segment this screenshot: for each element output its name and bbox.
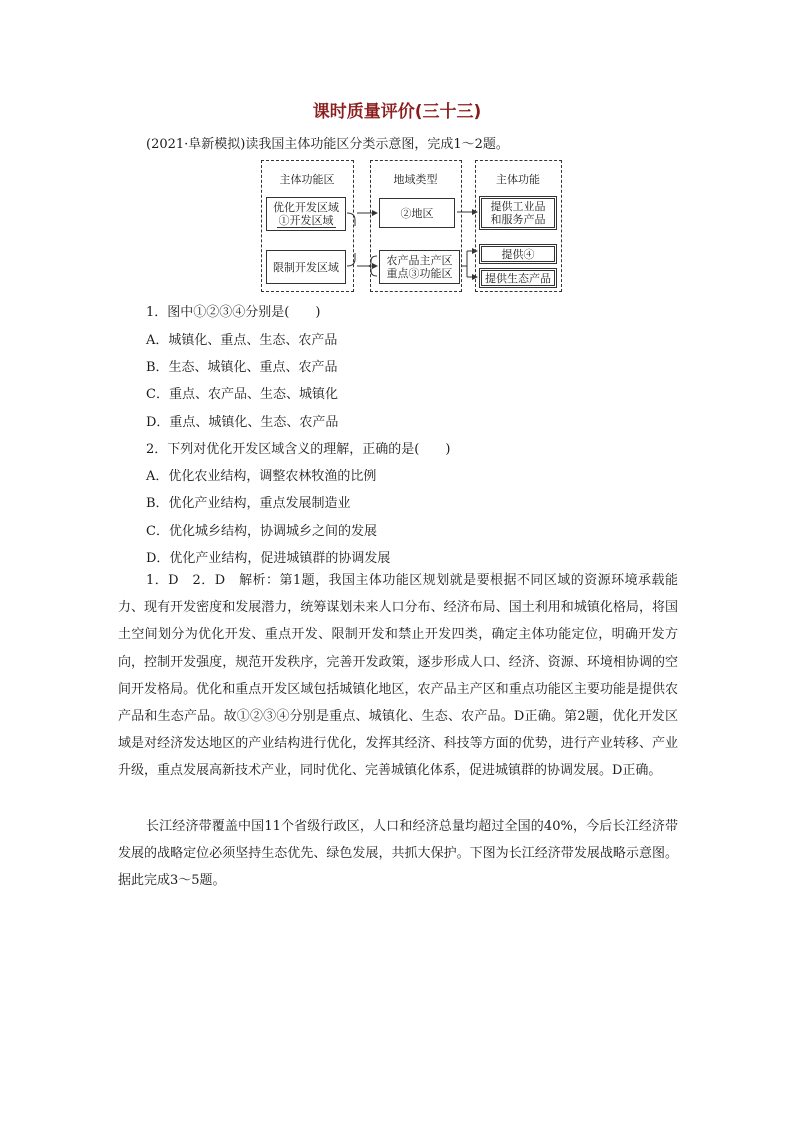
- passage-text: 长江经济带覆盖中国11个省级行政区，人口和经济总量均超过全国的40%，今后长江经济带发展的战略定位必须坚持生态优先、绿色发展，共抓大保护。下图为长江经济带发展战略示意图。据此完成3～5题。: [118, 819, 678, 889]
- box-region-2: ②地区: [379, 198, 455, 228]
- box-function-4: 提供④: [479, 244, 557, 264]
- answer-label: 解析：: [239, 573, 280, 588]
- intro-text: (2021·阜新模拟)读我国主体功能区分类示意图，完成1～2题。: [146, 137, 509, 152]
- q1-option-b[interactable]: B．生态、城镇化、重点、农产品: [146, 360, 338, 375]
- box-optimize-line1: 优化开发区域: [273, 200, 339, 214]
- box-func1-line1: 提供工业品: [490, 200, 546, 213]
- box-agri-line2: 重点③功能区: [386, 267, 453, 280]
- answer-text: 第1题，我国主体功能区规划就是要根据不同区域的资源环境承载能力、现有开发密度和发展潜力，统筹谋划未来人口分布、经济布局、国土利用和城镇化格局，将国土空间划分为优化开发、重点开发、限制开发和禁止开发四类，确定主体功能定位，明确开发方向，控制开发强度，规范开发秩序，完善开发政策，逐步形成人口、经济、资源、环境相协调的空间开发格局。优化和重点开发区域包括城镇化地区，农产品主产区和重点功能区主要功能是提供农产品和生态产品。故①②③④分别是重点、城镇化、生态、农产品。D正确。第2题，优化开发区域是对经济发达地区的产业结构进行优化，发挥其经济、科技等方面的优势，进行产业转移、产业升级，重点发展高新技术产业，同时优化、完善城镇化体系，促进城镇群的协调发展。D正确。: [118, 573, 678, 779]
- header-main-zones: 主体功能区: [279, 173, 335, 186]
- box-func1-line2: 和服务产品: [490, 213, 546, 226]
- bracket-left-top: [347, 213, 355, 226]
- bracket-left-bottom: [347, 253, 355, 266]
- function-zone-diagram: [261, 160, 561, 292]
- header-region-types: 地域类型: [393, 173, 438, 186]
- page-title: 课时质量评价(三十三): [312, 102, 482, 122]
- q1-option-a[interactable]: A．城镇化、重点、生态、农产品: [146, 333, 338, 348]
- box-optimize-line2: ①开发区域: [278, 213, 334, 227]
- answer-explanation: [118, 567, 678, 785]
- q1-option-c[interactable]: C．重点、农产品、生态、城镇化: [146, 387, 338, 402]
- box-function-ecology: 提供生态产品: [479, 268, 557, 288]
- diagram-connectors: [261, 160, 561, 292]
- q1-stem: 1．图中①②③④分别是( ): [146, 305, 321, 320]
- box-agri-line1: 农产品主产区: [386, 254, 453, 267]
- passage-yangtze: [118, 813, 678, 895]
- q2-option-d[interactable]: D．优化产业结构，促进城镇群的协调发展: [146, 551, 391, 566]
- answer-keys: 1．D 2．D: [146, 573, 226, 588]
- q2-option-b[interactable]: B．优化产业结构，重点发展制造业: [146, 496, 351, 511]
- q1-option-d[interactable]: D．重点、城镇化、生态、农产品: [146, 415, 339, 430]
- q2-stem: 2．下列对优化开发区域含义的理解，正确的是( ): [146, 442, 451, 457]
- header-main-functions: 主体功能: [496, 173, 540, 186]
- q2-option-a[interactable]: A．优化农业结构，调整农林牧渔的比例: [146, 469, 377, 484]
- q2-option-c[interactable]: C．优化城乡结构，协调城乡之间的发展: [146, 524, 377, 539]
- box-restrict-zone: 限制开发区域: [266, 250, 346, 284]
